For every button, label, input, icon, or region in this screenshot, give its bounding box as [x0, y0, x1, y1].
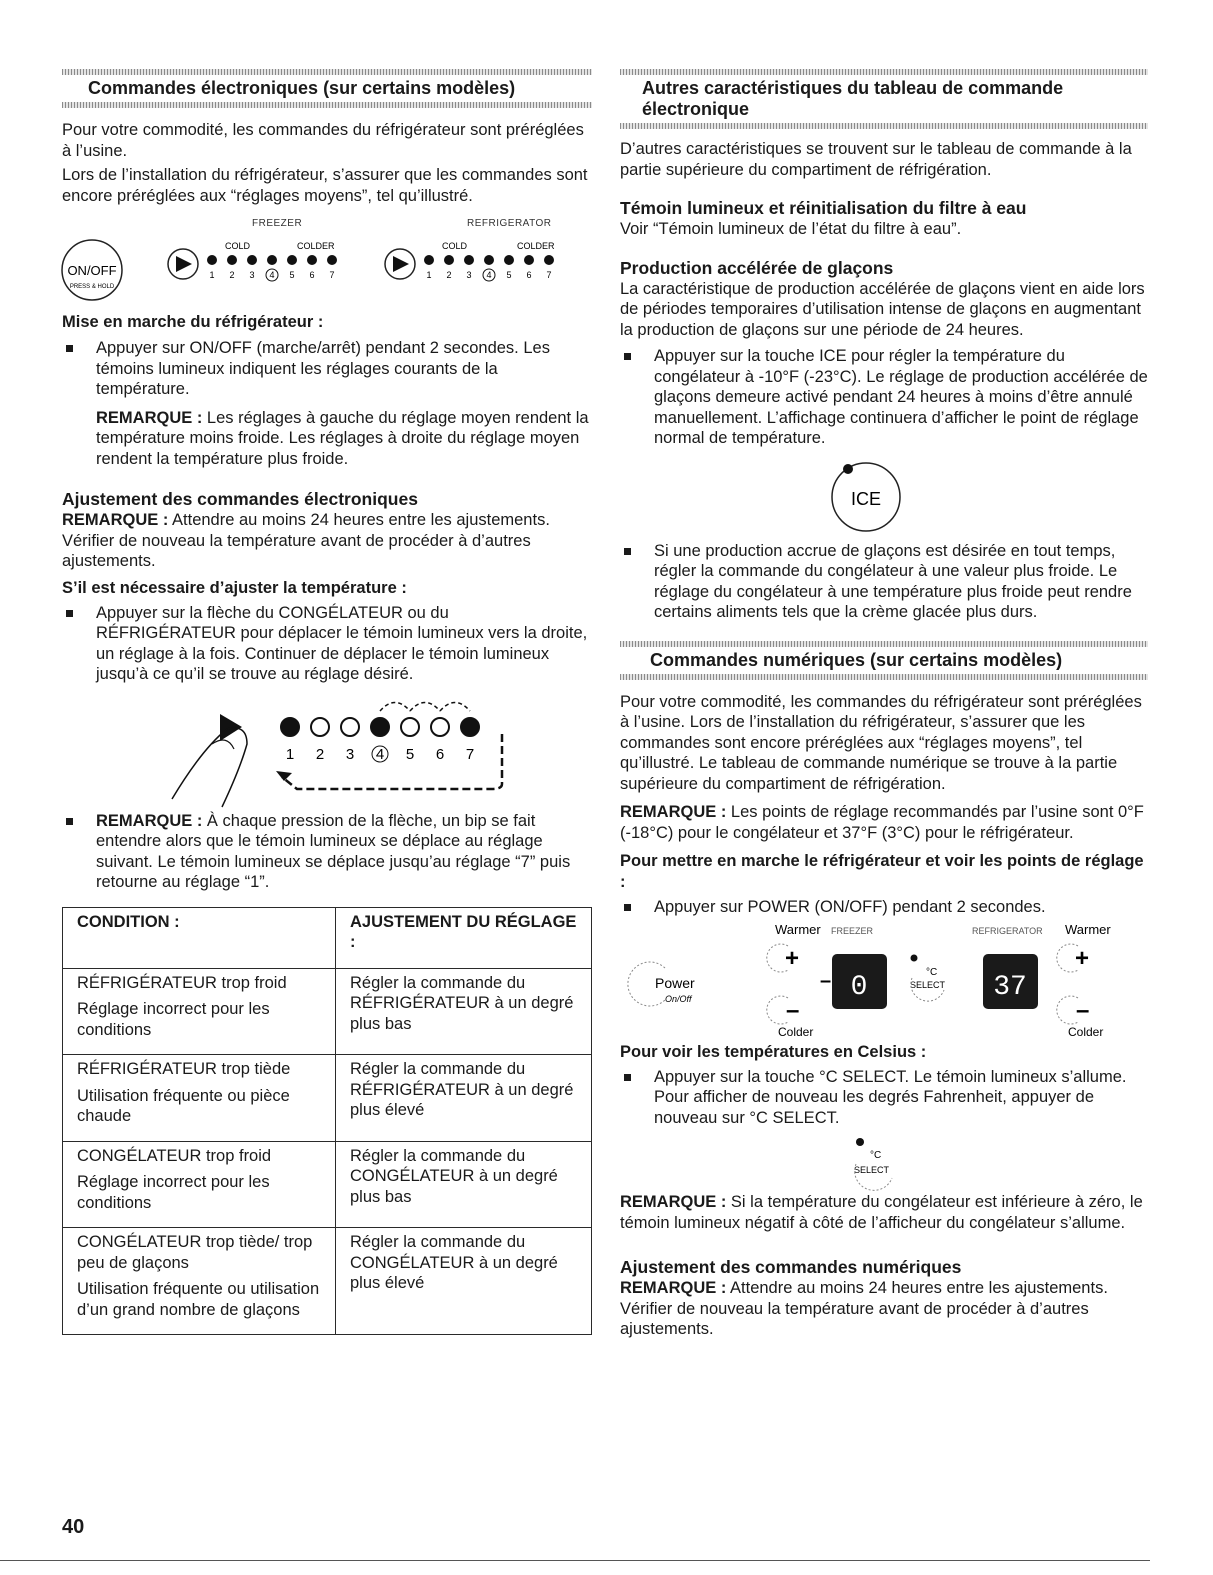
digit: 4: [375, 745, 385, 763]
intro-paragraph-2: Lors de l’installation du réfrigérateur, s’assurer que les commandes sont encore préréglées aux “réglages moyens”, tel qu’illustré.: [62, 166, 588, 205]
table-header-adjustment: AJUSTEMENT DU RÉGLAGE :: [336, 907, 592, 968]
freezer-led-4: [267, 255, 277, 265]
section-title-other-features: Autres caractéristiques du tableau de commande électronique: [642, 78, 1064, 119]
heading-filter-indicator: Témoin lumineux et réinitialisation du filtre à eau: [620, 198, 1027, 218]
bullet-celsius: Appuyer sur la touche °C SELECT. Le témoin lumineux s’allume. Pour afficher de nouveau les degrés Fahrenheit, appuyer de nouveau sur °C SELECT.: [620, 1067, 1148, 1129]
refrigerator-warmer-label: Warmer: [1065, 921, 1111, 937]
digital-panel-graphic: [620, 920, 1148, 1039]
freezer-display-value: 0: [850, 971, 868, 1003]
note-label: REMARQUE :: [620, 1279, 727, 1297]
table-row: [63, 1141, 592, 1228]
table-row: [63, 1055, 592, 1142]
freezer-warmer-label: Warmer: [775, 921, 821, 937]
led-4: [371, 718, 389, 736]
ice-label: ICE: [850, 488, 882, 509]
condition-cause: Réglage incorrect pour les conditions: [77, 1000, 270, 1039]
refrigerator-digit: 5: [506, 270, 512, 280]
refrigerator-led-2: [444, 255, 454, 265]
freezer-minus-button[interactable]: [767, 996, 788, 1024]
note-text: Attendre au moins 24 heures entre les ajustements. Vérifier de nouveau la température avant de procéder à d’autres ajustements.: [620, 1279, 1108, 1338]
digital-intro-paragraph: Pour votre commodité, les commandes du réfrigérateur sont préréglées à l’usine. Lors de l’installation du réfrigérateur, s’assurer que les commandes sont encore préréglées aux “réglages moyens”, tel qu’illustré. Le tableau de commande numérique se trouve à la partie supérieure du compartiment de réfrigération.: [620, 692, 1142, 793]
return-arrow-head: [276, 771, 292, 781]
refrigerator-minus-button[interactable]: [1057, 996, 1078, 1024]
led-6: [431, 718, 449, 736]
refrigerator-led-5: [504, 255, 514, 265]
refrigerator-digit: 3: [466, 270, 472, 280]
select-label: SELECT: [854, 1165, 890, 1175]
table-row: [63, 968, 592, 1055]
adjustment-table: [62, 907, 592, 1336]
note-label: REMARQUE :: [62, 511, 169, 529]
section-rule: [620, 123, 1148, 129]
table-row: [63, 1228, 592, 1335]
celsius-select-graphic: [620, 1128, 1148, 1192]
right-column: [620, 0, 1148, 1340]
digit: 1: [285, 745, 295, 763]
condition-text: CONGÉLATEUR trop tiède/ trop peu de glaçons: [77, 1233, 313, 1272]
refrigerator-minus-icon: –: [1076, 996, 1090, 1024]
refrigerator-label: REFRIGERATOR: [467, 218, 552, 229]
heading-adjust-digital: Ajustement des commandes numériques: [620, 1257, 962, 1277]
arrow-press-illustration: [62, 689, 592, 809]
degc-label: °C: [870, 1150, 882, 1161]
digit: 5: [405, 745, 415, 763]
condition-cause: Réglage incorrect pour les conditions: [77, 1173, 270, 1212]
ice-button-graphic: [620, 449, 1148, 541]
refrigerator-led-7: [544, 255, 554, 265]
freezer-led-1: [207, 255, 217, 265]
table-header-row: [63, 907, 592, 968]
freezer-arrow-icon: [176, 256, 192, 272]
table-cell-adjustment: Régler la commande du CONGÉLATEUR à un degré plus bas: [336, 1141, 592, 1228]
table-cell-condition: [63, 1141, 336, 1228]
bullet-start-refrigerator: Appuyer sur ON/OFF (marche/arrêt) pendant 2 secondes. Les témoins lumineux indiquent les réglages courants de la température.: [62, 338, 592, 400]
condition-text: CONGÉLATEUR trop froid: [77, 1146, 272, 1165]
digit: 7: [465, 745, 475, 763]
celsius-led: [856, 1138, 864, 1146]
freezer-led-5: [287, 255, 297, 265]
condition-cause: Utilisation fréquente ou utilisation d’un grand nombre de glaçons: [77, 1280, 320, 1319]
bullet-more-ice: Si une production accrue de glaçons est désirée en tout temps, régler la commande du congélateur à une valeur plus froide. Le réglage du congélateur à une température plus froide peut rendre certains aliments tels que la crème glacée plus durs.: [620, 541, 1148, 623]
freezer-led-6: [307, 255, 317, 265]
refrigerator-plus-icon: +: [1075, 944, 1090, 972]
table-cell-condition: [63, 968, 336, 1055]
section-rule: [62, 102, 592, 108]
panel-graphic: [62, 212, 592, 312]
fast-ice-paragraph: La caractéristique de production accélérée de glaçons vient en aide lors de périodes temporaires d’utilisation intense de glaçons en augmentant la production de glaçons sur une période de 24 heures.: [620, 279, 1145, 339]
page-number: 40: [62, 1516, 85, 1538]
freezer-digit: 6: [309, 270, 315, 280]
celsius-indicator-led: [911, 954, 918, 961]
refrigerator-digit: 7: [546, 270, 552, 280]
section-rule: [620, 674, 1148, 680]
heading-adjust-electronic: Ajustement des commandes électroniques: [62, 489, 418, 509]
refrigerator-digit: 4: [486, 270, 492, 280]
intro-paragraph-1: Pour votre commodité, les commandes du réfrigérateur sont préréglées à l’usine.: [62, 121, 584, 160]
freezer-digit: 7: [329, 270, 335, 280]
refrigerator-arrow-icon: [393, 256, 409, 272]
digit: 3: [345, 745, 355, 763]
heading-if-adjust: S’il est nécessaire d’ajuster la température :: [62, 578, 407, 597]
table-cell-adjustment: Régler la commande du RÉFRIGÉRATEUR à un degré plus élevé: [336, 1055, 592, 1142]
digital-freezer-label: FREEZER: [831, 925, 874, 936]
select-label: SELECT: [910, 979, 946, 990]
degc-label: °C: [926, 966, 938, 978]
refrigerator-digit: 6: [526, 270, 532, 280]
note-start-refrigerator: [62, 408, 592, 470]
negative-indicator: –: [820, 969, 832, 992]
table-header-condition: CONDITION :: [63, 907, 336, 968]
bullet-beep-note: [62, 811, 592, 893]
other-features-paragraph: D’autres caractéristiques se trouvent sur le tableau de commande à la partie supérieure du compartiment de réfrigération.: [620, 140, 1132, 179]
table-cell-adjustment: Régler la commande du RÉFRIGÉRATEUR à un degré plus bas: [336, 968, 592, 1055]
power-label: Power: [655, 974, 695, 991]
electronic-control-panel-illustration: [62, 212, 592, 312]
refrigerator-display-value: 37: [993, 971, 1027, 1003]
note-label: REMARQUE :: [620, 1193, 727, 1211]
note-text: Attendre au moins 24 heures entre les ajustements. Vérifier de nouveau la température avant de procéder à d’autres ajustements.: [62, 511, 550, 570]
digit: 2: [315, 745, 325, 763]
table-cell-condition: [63, 1055, 336, 1142]
led-5: [401, 718, 419, 736]
condition-text: RÉFRIGÉRATEUR trop tiède: [77, 1060, 291, 1078]
refrigerator-colder-label: COLDER: [517, 241, 555, 251]
section-title-digital-controls: Commandes numériques (sur certains modèles): [650, 649, 1063, 670]
negative-note: [620, 1192, 1148, 1233]
freezer-led-2: [227, 255, 237, 265]
celsius-select-illustration: [620, 1128, 1148, 1192]
refrigerator-cold-label: COLD: [442, 241, 468, 251]
arrow-press-graphic: [62, 689, 592, 809]
freezer-digit: 1: [209, 270, 215, 280]
movement-arc: [380, 702, 470, 711]
note-label: REMARQUE :: [96, 811, 203, 830]
finger-icon: [172, 728, 247, 807]
ice-button-illustration: [620, 449, 1148, 541]
left-column: [62, 0, 592, 1335]
refrigerator-led-3: [464, 255, 474, 265]
note-adjust-electronic: [62, 510, 592, 572]
heading-start-refrigerator: Mise en marche du réfrigérateur :: [62, 313, 324, 331]
note-text: Les réglages à gauche du réglage moyen rendent la température moins froide. Les réglages à droite du réglage moyen rendent la température plus froide.: [96, 408, 589, 468]
press-hold-text: PRESS & HOLD: [69, 284, 115, 290]
freezer-digit: 3: [249, 270, 255, 280]
heading-power-setpoints: Pour mettre en marche le réfrigérateur et voir les points de réglage :: [620, 852, 1144, 891]
heading-fast-ice: Production accélérée de glaçons: [620, 257, 894, 278]
note-text: Les points de réglage recommandés par l’usine sont 0°F (-18°C) pour le congélateur et 37°F (3°C) pour le réfrigérateur.: [620, 803, 1144, 842]
section-title-electronic-controls: Commandes électroniques (sur certains modèles): [88, 78, 516, 98]
freezer-plus-icon: +: [785, 944, 800, 972]
power-onoff-label: On/Off: [665, 993, 692, 1004]
freezer-cold-label: COLD: [225, 241, 251, 251]
freezer-led-7: [327, 255, 337, 265]
freezer-colder-label: COLDER: [297, 241, 335, 251]
freezer-colder-label: Colder: [778, 1024, 814, 1039]
freezer-minus-icon: –: [786, 996, 800, 1024]
heading-celsius: Pour voir les températures en Celsius :: [620, 1042, 927, 1061]
condition-text: RÉFRIGÉRATEUR trop froid: [77, 973, 287, 992]
note-text: À chaque pression de la flèche, un bip se fait entendre alors que le témoin lumineux se déplace au réglage suivant. Le témoin lumineux se déplace jusqu’au réglage “7” puis retourne au réglage “1”.: [96, 811, 571, 891]
refrigerator-led-6: [524, 255, 534, 265]
freezer-digit: 2: [229, 270, 235, 280]
onoff-text: ON/OFF: [67, 263, 117, 278]
note-adjust-digital: [620, 1278, 1148, 1340]
digital-note: [620, 802, 1148, 843]
bullet-adjust-arrow: Appuyer sur la flèche du CONGÉLATEUR ou du RÉFRIGÉRATEUR pour déplacer le témoin lumineux vers la droite, un réglage à la fois. Continuer de déplacer le témoin lumineux jusqu’à ce qu’il se trouve au réglage désiré.: [62, 603, 592, 685]
refrigerator-led-4: [484, 255, 494, 265]
condition-cause: Utilisation fréquente ou pièce chaude: [77, 1086, 290, 1125]
digit: 6: [435, 745, 445, 763]
freezer-digit: 5: [289, 270, 295, 280]
refrigerator-digit: 1: [426, 270, 432, 280]
refrigerator-led-1: [424, 255, 434, 265]
note-label: REMARQUE :: [620, 803, 727, 821]
bottom-rule: [0, 1560, 1150, 1561]
freezer-led-3: [247, 255, 257, 265]
freezer-label: FREEZER: [252, 218, 303, 229]
note-label: REMARQUE :: [96, 408, 203, 427]
led-7: [461, 718, 479, 736]
table-cell-condition: [63, 1228, 336, 1335]
note-text: Si la température du congélateur est inférieure à zéro, le témoin lumineux négatif à côté de l’afficheur du congélateur s’allume.: [620, 1193, 1143, 1232]
filter-indicator-paragraph: Voir “Témoin lumineux de l’état du filtre à eau”.: [620, 220, 962, 238]
table-cell-adjustment: Régler la commande du CONGÉLATEUR à un degré plus élevé: [336, 1228, 592, 1335]
digital-refrigerator-label: REFRIGERATOR: [972, 925, 1043, 936]
ice-indicator-led: [843, 464, 853, 474]
led-2: [311, 718, 329, 736]
bullet-power: Appuyer sur POWER (ON/OFF) pendant 2 secondes.: [620, 897, 1148, 918]
refrigerator-colder-label: Colder: [1068, 1024, 1104, 1039]
digital-control-panel-illustration: [620, 920, 1148, 1039]
refrigerator-digit: 2: [446, 270, 452, 280]
bullet-ice-button: Appuyer sur la touche ICE pour régler la température du congélateur à -10°F (-23°C). Le réglage de production accélérée de glaçons demeure activé pendant 24 heures à moins d’être annulé manuellement. L’affichage continuera d’afficher le point de réglage normal de température.: [620, 346, 1148, 449]
fingernail-icon: [212, 740, 234, 749]
freezer-digit: 4: [269, 270, 275, 280]
led-3: [341, 718, 359, 736]
led-1: [281, 718, 299, 736]
